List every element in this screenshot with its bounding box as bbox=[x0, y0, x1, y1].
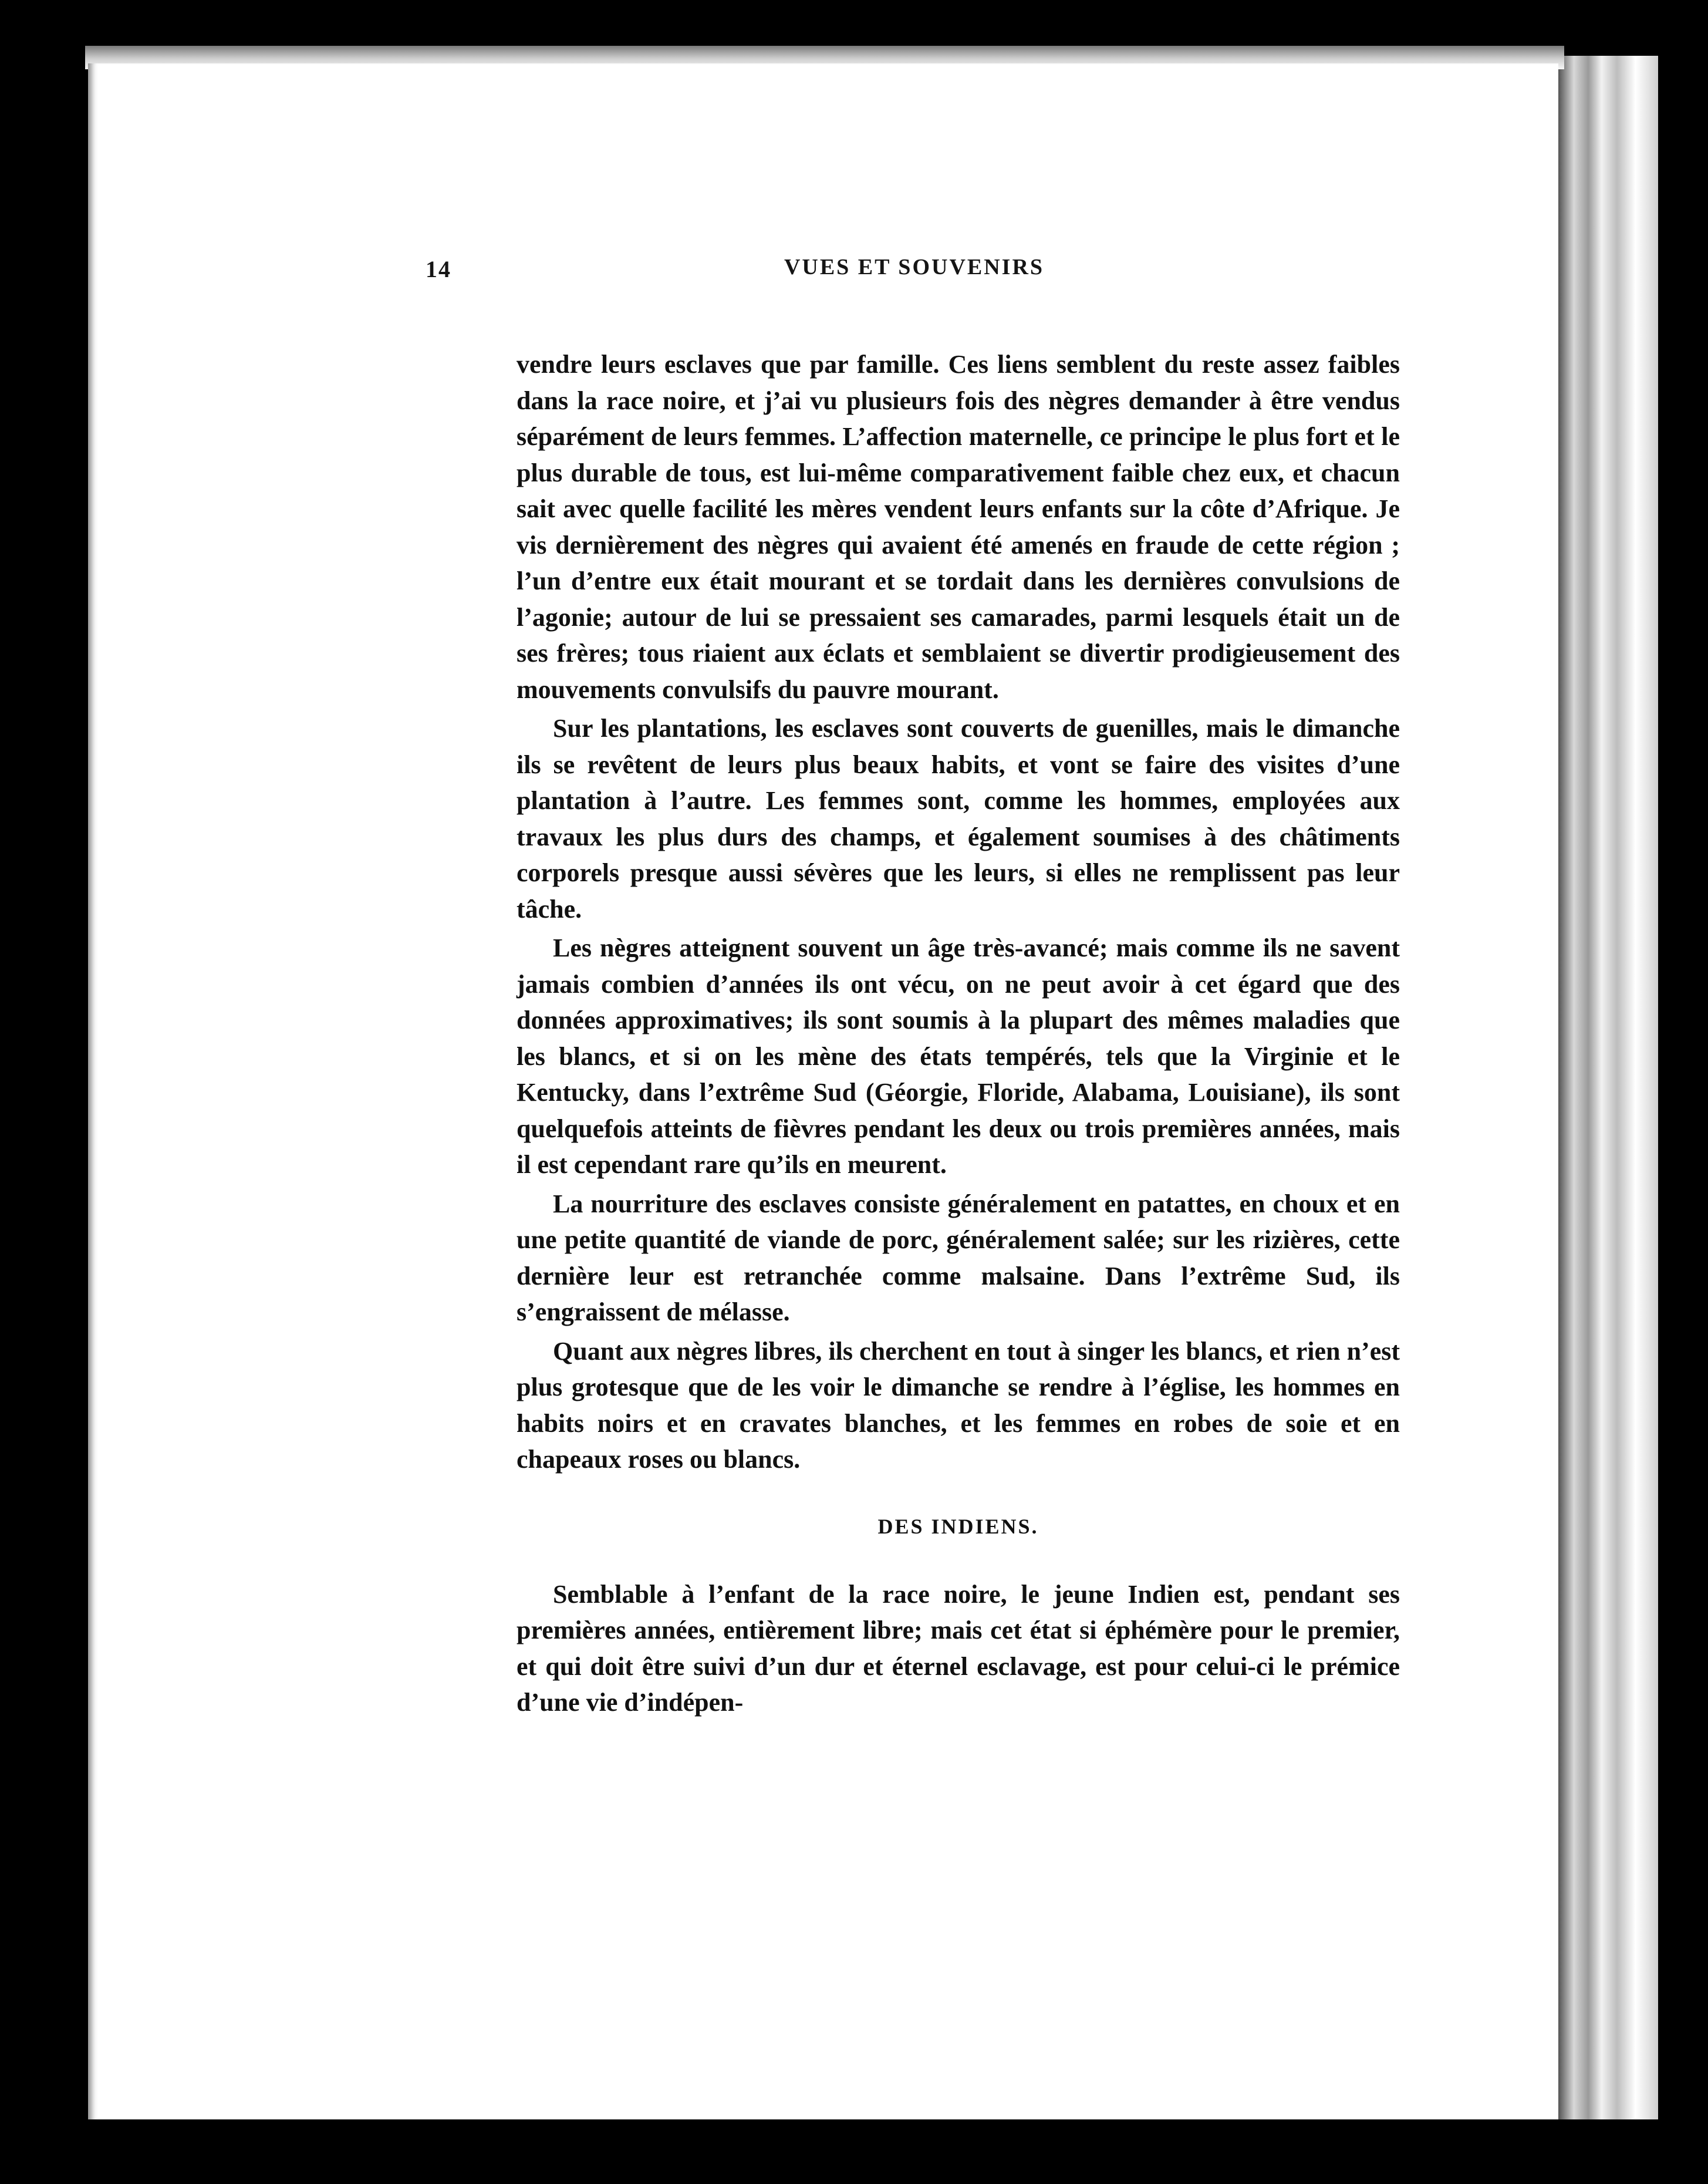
paragraph: Semblable à l’enfant de la race noire, le jeune Indien est, pendant ses premières années, entièrement libre; mais cet état si éphémère pour le premier, et qui doit être suivi d’un dur et éternel esclavage, est pour celui-ci le prémice d’une vie d’indépen- bbox=[517, 1579, 1400, 1717]
paragraph: Les nègres atteignent souvent un âge très-avancé; mais comme ils ne savent jamais combien d’années ils ont vécu, on ne peut avoir à cet égard que des données approximatives; ils sont soumis à la plupart des mêmes maladies que les blancs, et si on les mène des états tempérés, tels que la Virginie et le Kentucky, dans l’extrême Sud (Géorgie, Floride, Alabama, Louisiane), ils sont quelquefois atteints de fièvres pendant les deux ou trois premières années, mais il est cependant rare qu’ils en meurent. bbox=[517, 933, 1400, 1179]
body-text bbox=[517, 346, 1400, 1721]
paragraph: vendre leurs esclaves que par famille. Ces liens semblent du reste assez faibles dans la race noire, et j’ai vu plusieurs fois des nègres demander à être vendus séparément de leurs femmes. L’affection maternelle, ce principe le plus fort et le plus durable de tous, est lui-même comparativement faible chez eux, et chacun sait avec quelle facilité les mères vendent leurs enfants sur la côte d’Afrique. Je vis dernièrement des nègres qui avaient été amenés en fraude de cette région ; l’un d’entre eux était mourant et se tordait dans les dernières convulsions de l’agonie; autour de lui se pressaient ses camarades, parmi lesquels était un de ses frères; tous riaient aux éclats et semblaient se divertir prodigieusement des mouvements convulsifs du pauvre mourant. bbox=[517, 350, 1400, 704]
paragraph: Quant aux nègres libres, ils cherchent en tout à singer les blancs, et rien n’est plus grotesque que de les voir le dimanche se rendre à l’église, les hommes en habits noirs et en cravates blanches, et les femmes en robes de soie et en chapeaux roses ou blancs. bbox=[517, 1336, 1400, 1474]
paragraph: Sur les plantations, les esclaves sont couverts de guenilles, mais le dimanche ils se revêtent de leurs plus beaux habits, et vont se faire des visites d’une plantation à l’autre. Les femmes sont, comme les hommes, employées aux travaux les plus durs des champs, et également soumises à des châtiments corporels presque aussi sévères que les leurs, si elles ne remplissent pas leur tâche. bbox=[517, 714, 1400, 924]
page-number: 14 bbox=[426, 256, 451, 282]
section-heading: DES INDIENS. bbox=[877, 1514, 1039, 1538]
page-edge-stack bbox=[1555, 56, 1658, 2119]
running-head bbox=[426, 250, 1403, 285]
paragraph: La nourriture des esclaves consiste généralement en patattes, en choux et en une petite quantité de viande de porc, généralement salée; sur les rizières, cette dernière leur est retranchée comme malsaine. Dans l’extrême Sud, ils s’engraissent de mélasse. bbox=[517, 1189, 1400, 1326]
running-title: VUES ET SOUVENIRS bbox=[784, 255, 1045, 279]
